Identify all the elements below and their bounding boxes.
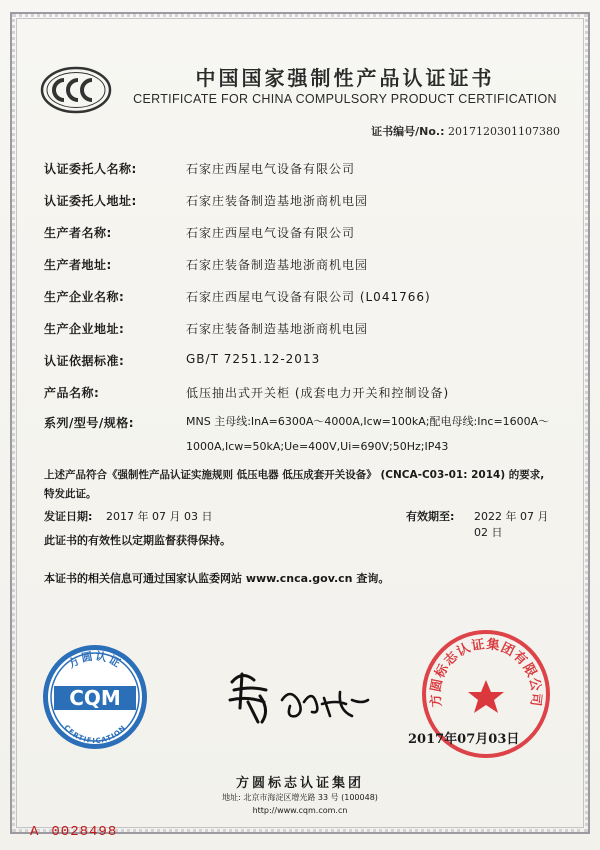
expiry-date-label: 有效期至: <box>406 510 455 523</box>
field-label: 生产者地址: <box>44 258 112 272</box>
footer-website: http://www.cqm.com.cn <box>252 806 348 815</box>
field-value: 低压抽出式开关柜 (成套电力开关和控制设备) <box>186 386 450 400</box>
serial-value: 0028498 <box>51 824 118 840</box>
field-label: 认证委托人名称: <box>44 162 137 176</box>
ccc-logo-icon <box>40 66 112 114</box>
seal-ring-text: 方圆标志认证集团有限公司 <box>428 637 544 708</box>
field-label: 生产者名称: <box>44 226 112 240</box>
certificate-number-label: 证书编号/No.: <box>371 125 445 138</box>
field-label: 生产企业地址: <box>44 322 125 336</box>
validity-note: 此证书的有效性以定期监督获得保持。 <box>44 534 231 547</box>
field-label: 系列/型号/规格: <box>44 416 135 430</box>
compliance-statement <box>44 466 554 504</box>
title-chinese: 中国国家强制性产品认证证书 <box>195 66 495 90</box>
serial-number <box>30 824 117 840</box>
statement-line-2: 特发此证。 <box>44 488 97 500</box>
info-note: 本证书的相关信息可通过国家认监委网站 www.cnca.gov.cn 查询。 <box>44 572 390 585</box>
footer-address: 地址: 北京市海淀区增光路 33 号 (100048) <box>222 793 378 802</box>
certificate-number <box>371 123 560 139</box>
field-label: 生产企业名称: <box>44 290 125 304</box>
footer-organization: 方圆标志认证集团 <box>235 776 364 791</box>
issue-date-value: 2017 年 07 月 03 日 <box>106 510 213 523</box>
expiry-date-value: 2022 年 07 月 02 日 <box>474 510 549 539</box>
field-label: 产品名称: <box>44 386 100 400</box>
field-value: 石家庄西屋电气设备有限公司 <box>186 162 356 176</box>
field-value: 石家庄装备制造基地浙商机电园 <box>186 322 369 336</box>
cqm-logo-icon <box>40 642 150 752</box>
seal-date: 2017年07月03日 <box>408 732 520 747</box>
title-english: CERTIFICATE FOR CHINA COMPULSORY PRODUCT CERTIFICATION <box>133 92 557 106</box>
certificate-number-value: 2017120301107380 <box>448 125 560 138</box>
field-value: GB/T 7251.12-2013 <box>186 352 321 366</box>
serial-prefix: A <box>30 824 40 840</box>
field-value: 石家庄装备制造基地浙商机电园 <box>186 258 369 272</box>
issue-date-label: 发证日期: <box>44 510 93 523</box>
field-value: 石家庄西屋电气设备有限公司 (L041766) <box>186 290 431 304</box>
signature-icon <box>212 660 382 730</box>
cqm-top-text: 方圆认证 <box>65 649 125 671</box>
field-label: 认证依据标准: <box>44 354 125 368</box>
cqm-center-text: CQM <box>69 686 121 710</box>
field-value: 石家庄西屋电气设备有限公司 <box>186 226 356 240</box>
field-value: 石家庄装备制造基地浙商机电园 <box>186 194 369 208</box>
statement-line-1: 上述产品符合《强制性产品认证实施规则 低压电器 低压成套开关设备》 (CNCA-C03-01: 2014) 的要求, <box>44 469 545 481</box>
cqm-bottom-text: CERTIFICATION <box>62 723 128 746</box>
field-value: MNS 主母线:InA=6300A～4000A,Icw=100kA;配电母线:Inc=1600A～1000A,Icw=50kA;Ue=400V,Ui=690V;50Hz;IP43 <box>186 415 550 453</box>
field-label: 认证委托人地址: <box>44 194 137 208</box>
